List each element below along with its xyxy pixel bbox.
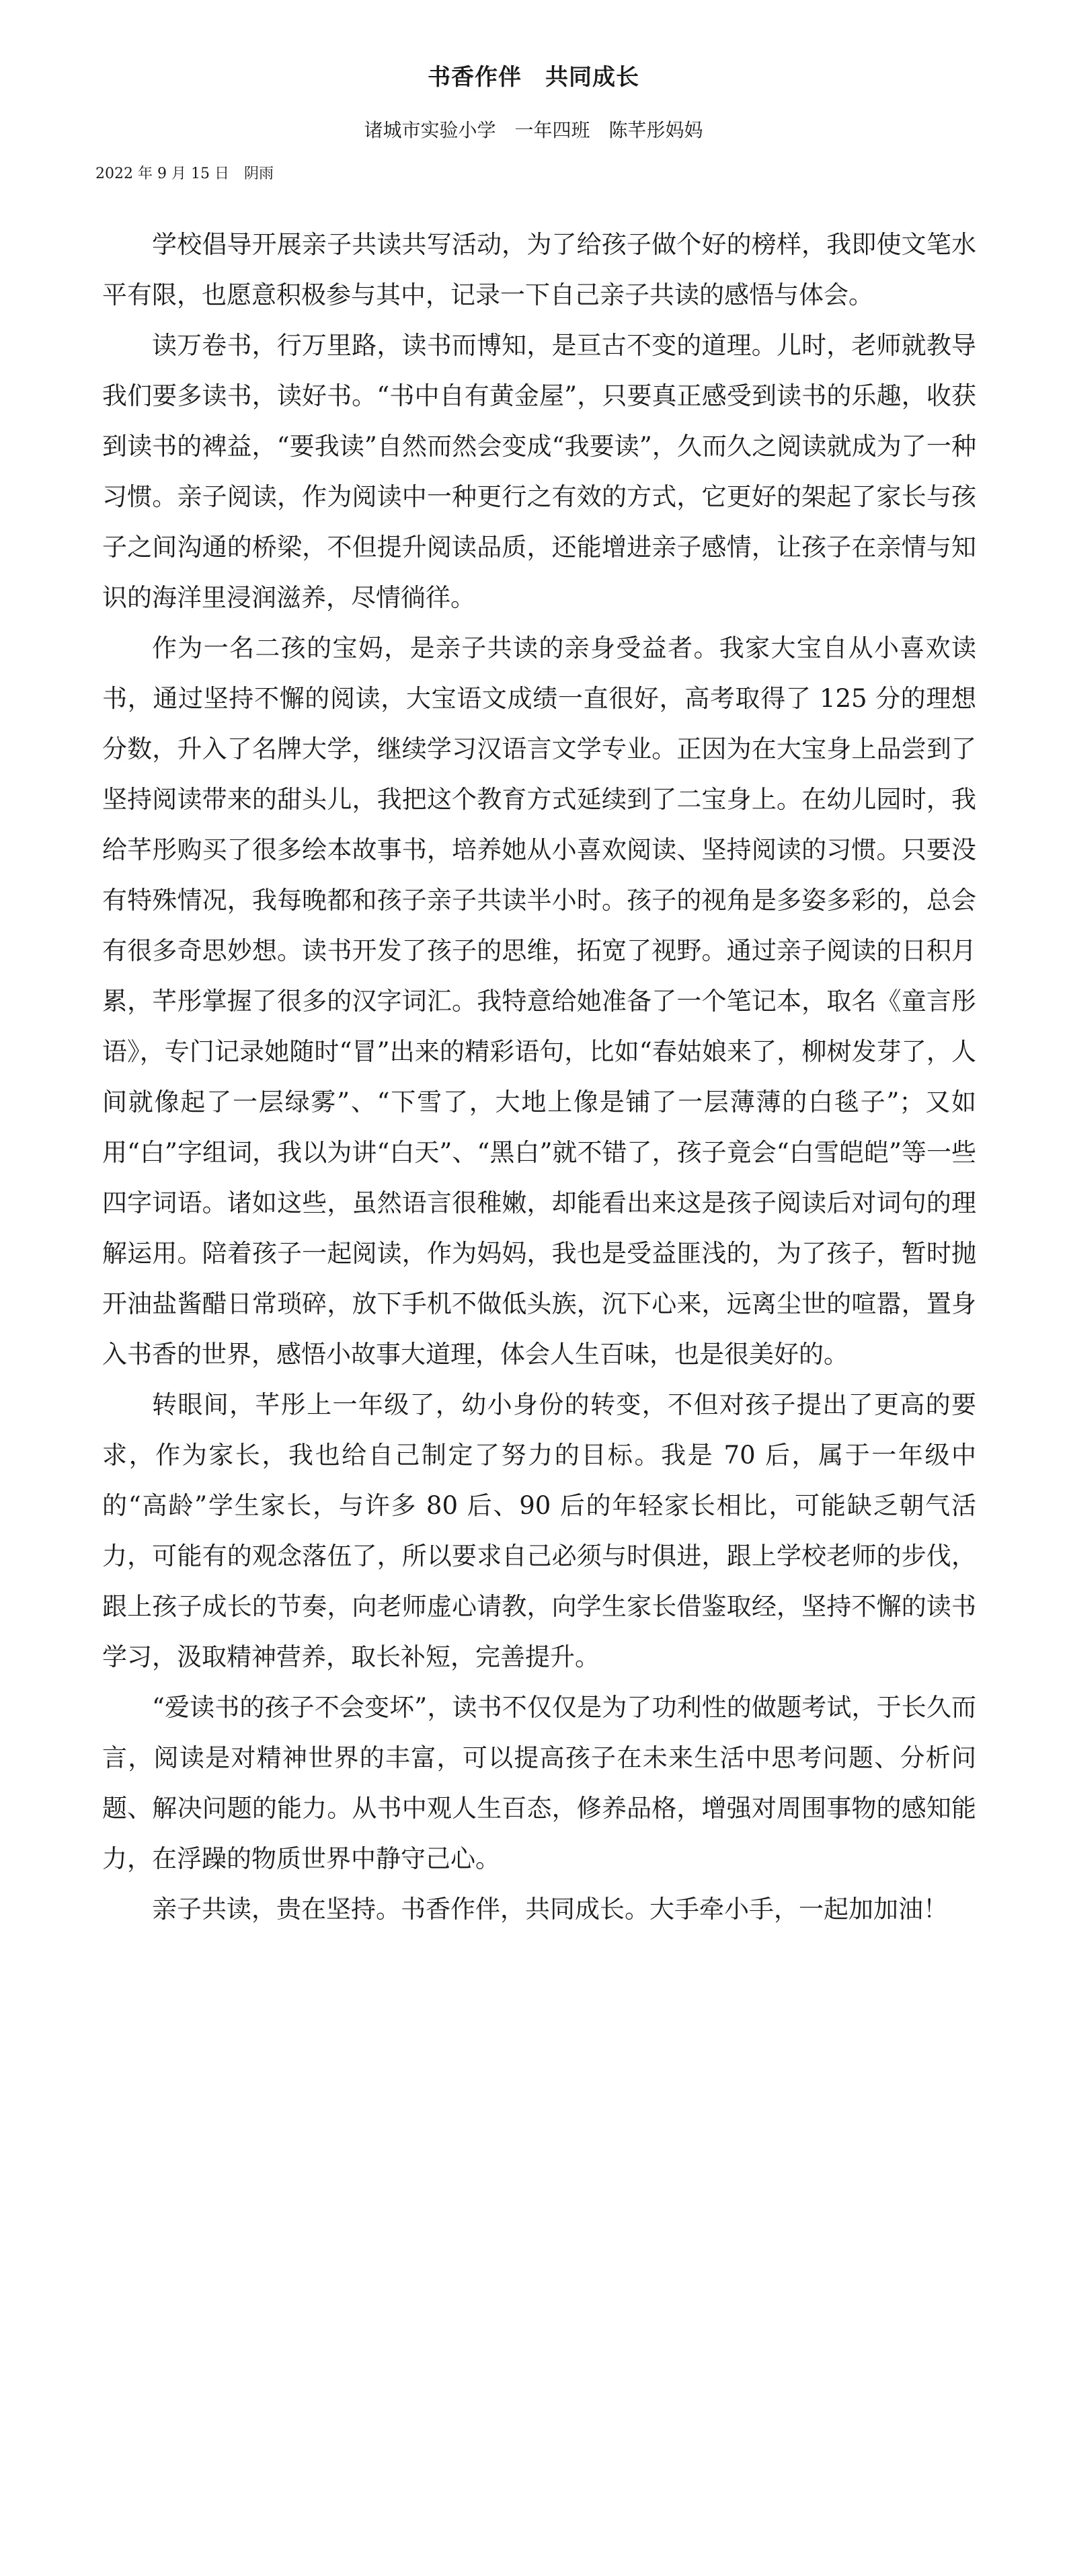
paragraph-closing: 亲子共读，贵在坚持。书香作伴，共同成长。大手牵小手，一起加加油！: [152, 1895, 948, 1924]
paragraph-personal-experience: 作为一名二孩的宝妈，是亲子共读的亲身受益者。我家大宝自从小喜欢读书，通过坚持不懈的阅读，大宝语文成绩一直很好，高考取得了 125 分的理想分数，升入了名牌大学，继续学习汉语言文学专业。正因为在大宝身上品尝到了坚持阅读带来的甜头儿，我把这个教育方式延续到了二宝身上。在幼儿园时，我给芊彤购买了很多绘本故事书，培养她从小喜欢阅读、坚持阅读的习惯。只要没有特殊情况，我每晚都和孩子亲子共读半小时。孩子的视角是多姿多彩的，总会有很多奇思妙想。读书开发了孩子的思维，拓宽了视野。通过亲子阅读的日积月累，芊彤掌握了很多的汉字词汇。我特意给她准备了一个笔记本，取名《童言彤语》，专门记录她随时“冒”出来的精彩语句，比如“春姑娘来了，柳树发芽了，人间就像起了一层绿雾”、“下雪了，大地上像是铺了一层薄薄的白毯子”；又如用“白”字组词，我以为讲“白天”、“黑白”就不错了，孩子竟会“白雪皑皑”等一些四字词语。诸如这些，虽然语言很稚嫩，却能看出来这是孩子阅读后对词句的理解运用。陪着孩子一起阅读，作为妈妈，我也是受益匪浅的，为了孩子，暂时抛开油盐酱醋日常琐碎，放下手机不做低头族，沉下心来，远离尘世的喧嚣，置身入书香的世界，感悟小故事大道理，体会人生百味，也是很美好的。: [102, 634, 976, 1369]
paragraph-first-grade-goals: 转眼间，芊彤上一年级了，幼小身份的转变，不但对孩子提出了更高的要求，作为家长，我也给自己制定了努力的目标。我是 70 后，属于一年级中的“高龄”学生家长，与许多 80 后、90 后的年轻家长相比，可能缺乏朝气活力，可能有的观念落伍了，所以要求自己必须与时俱进，跟上学校老师的步伐，跟上孩子成长的节奏，向老师虚心请教，向学生家长借鉴取经，坚持不懈的读书学习，汲取精神营养，取长补短，完善提升。: [102, 1390, 976, 1671]
paragraph-reading-benefits: “爱读书的孩子不会变坏”，读书不仅仅是为了功利性的做题考试，于长久而言，阅读是对精神世界的丰富，可以提高孩子在未来生活中思考问题、分析问题、解决问题的能力。从书中观人生百态，修养品格，增强对周围事物的感知能力，在浮躁的物质世界中静守己心。: [102, 1693, 976, 1873]
paragraph-intro: 学校倡导开展亲子共读共写活动，为了给孩子做个好的榜样，我即使文笔水平有限，也愿意积极参与其中，记录一下自己亲子共读的感悟与体会。: [102, 230, 976, 309]
author-byline: 诸城市实验小学 一年四班 陈芊彤妈妈: [364, 119, 703, 141]
paragraph-reading-value: 读万卷书，行万里路，读书而博知，是亘古不变的道理。儿时，老师就教导我们要多读书，读好书。“书中自有黄金屋”，只要真正感受到读书的乐趣，收获到读书的裨益，“要我读”自然而然会变成“我要读”，久而久之阅读就成为了一种习惯。亲子阅读，作为阅读中一种更行之有效的方式，它更好的架起了家长与孩子之间沟通的桥梁，不但提升阅读品质，还能增进亲子感情，让孩子在亲情与知识的海洋里浸润滋养，尽情徜徉。: [102, 331, 976, 612]
page-title: 书香作伴 共同成长: [428, 64, 639, 91]
date-weather-line: 2022 年 9 月 15 日 阴雨: [95, 165, 274, 182]
article-body: [102, 219, 976, 1934]
